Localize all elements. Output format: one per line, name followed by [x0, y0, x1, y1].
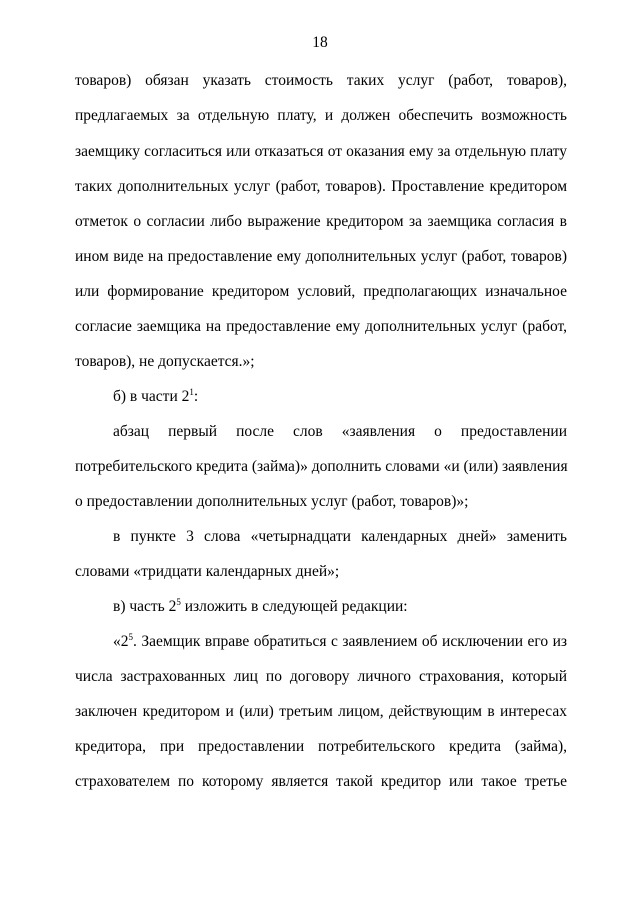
subitem-v-rest: изложить в следующей редакции: [180, 598, 408, 615]
paragraph-line: кредитора, при предоставлении потребительского кредита (займа), [75, 738, 567, 755]
paragraph-line: словами «тридцати календарных дней»; [75, 563, 340, 580]
superscript: 5 [176, 597, 181, 607]
paragraph-text: . Заемщик вправе обратиться с заявлением об исключении его из [133, 633, 567, 650]
paragraph-line: таких дополнительных услуг (работ, товаров). Проставление кредитором [75, 178, 567, 195]
paragraph-line: согласие заемщика на предоставление ему дополнительных услуг (работ, [75, 318, 567, 335]
subitem-v-heading [113, 597, 567, 617]
paragraph-line: потребительского кредита (займа)» дополнить словами «и (или) заявления [75, 458, 568, 475]
superscript: 1 [189, 387, 194, 397]
paragraph-line: ином виде на предоставление ему дополнительных услуг (работ, товаров) [75, 248, 567, 265]
paragraph-line: о предоставлении дополнительных услуг (работ, товаров)»; [75, 493, 469, 510]
page-number: 18 [312, 34, 328, 51]
paragraph-line: предлагаемых за отдельную плату, и должен обеспечить возможность [75, 107, 567, 124]
paragraph-line: числа застрахованных лиц по договору личного страхования, который [75, 668, 567, 685]
subitem-b-colon: : [193, 388, 199, 405]
paragraph-line [113, 632, 567, 652]
subitem-b-text: б) в части 2 [113, 388, 190, 405]
paragraph-line: абзац первый после слов «заявления о предоставлении [113, 423, 567, 440]
paragraph-line: страхователем по которому является такой кредитор или такое третье [75, 773, 567, 790]
quote-open-text: «2 [113, 633, 129, 650]
paragraph-line: заемщику согласиться или отказаться от оказания ему за отдельную плату [75, 143, 567, 160]
subitem-v-text: в) часть 2 [113, 598, 177, 615]
paragraph-line: в пункте 3 слова «четырнадцати календарных дней» заменить [113, 528, 567, 545]
superscript: 5 [128, 632, 133, 642]
paragraph-line: товаров), не допускается.»; [75, 353, 255, 370]
paragraph-line: или формирование кредитором условий, предполагающих изначальное [75, 283, 567, 300]
subitem-b-heading [113, 387, 567, 407]
paragraph-line: товаров) обязан указать стоимость таких услуг (работ, товаров), [75, 72, 567, 89]
paragraph-line: заключен кредитором и (или) третьим лицом, действующим в интересах [75, 703, 567, 720]
paragraph-line: отметок о согласии либо выражение кредитором за заемщика согласия в [75, 213, 567, 230]
